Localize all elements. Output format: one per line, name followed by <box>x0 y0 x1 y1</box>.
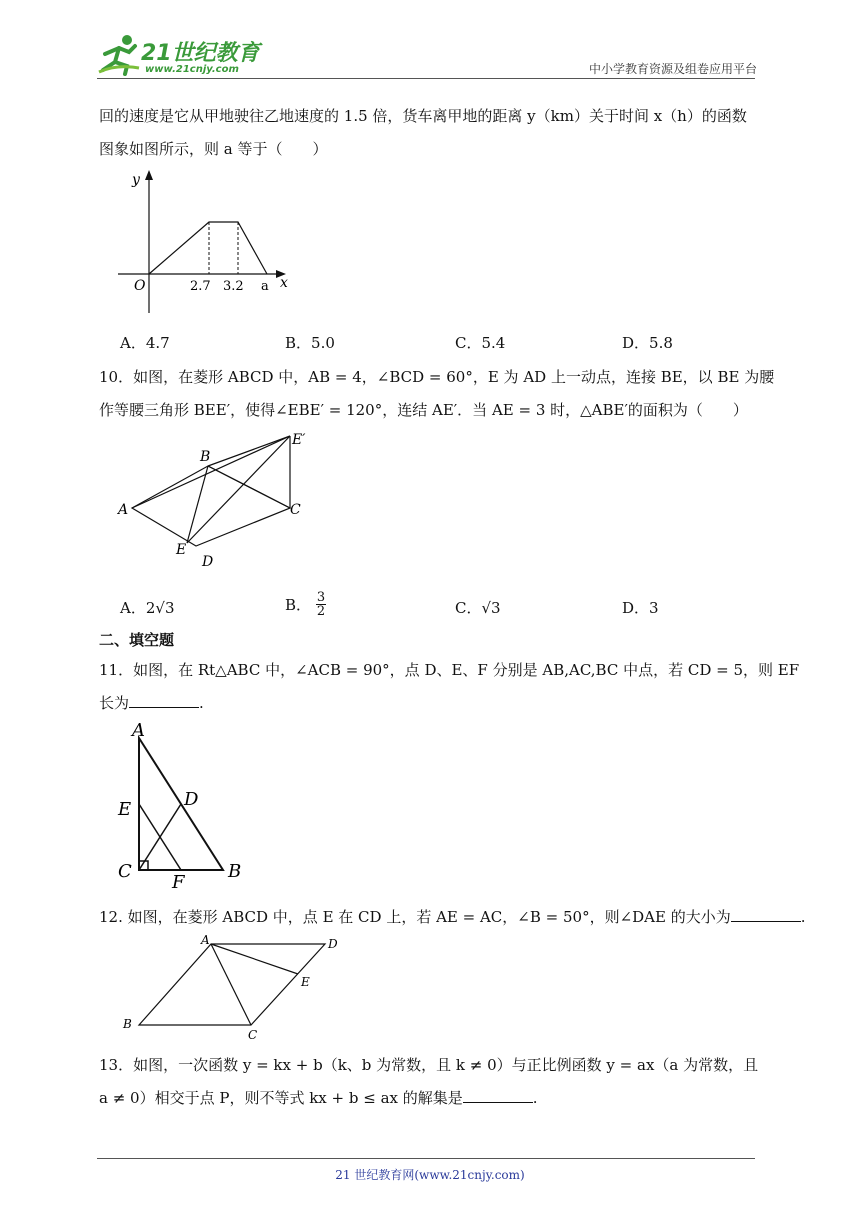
q10-option-b <box>285 591 326 618</box>
header-platform-text: 中小学教育资源及组卷应用平台 <box>588 62 757 76</box>
q11-text-line1: 11．如图，在 Rt△ABC 中，∠ACB = 90°，点 D、E、F 分别是 AB,AC,BC 中点，若 CD = 5，则 EF <box>99 661 800 679</box>
q11-figure <box>112 720 252 890</box>
q10-option-d: D．3 <box>622 599 659 617</box>
q12-figure <box>115 930 355 1042</box>
q10-label-c: C <box>290 502 301 518</box>
q11-suffix: . <box>199 694 204 712</box>
footer-rule <box>97 1158 755 1159</box>
q9-y-label: y <box>132 172 140 188</box>
q12-text <box>99 906 806 927</box>
section-title: 二、填空题 <box>99 631 175 649</box>
q10-label-e-prime: E′ <box>292 432 306 448</box>
q11-label-a: A <box>132 720 145 741</box>
q10-option-b-numerator: 3 <box>316 590 326 605</box>
q10-option-c-label: C． <box>455 599 482 617</box>
q10-label-e: E <box>176 542 187 558</box>
logo-runner-icon <box>97 34 141 76</box>
q10-label-b: B <box>200 449 211 465</box>
q13-answer-blank[interactable] <box>463 1088 533 1103</box>
q11-label-d: D <box>184 789 199 810</box>
q10-option-c <box>455 597 501 618</box>
header-rule <box>97 78 755 79</box>
q11-prefix: 长为 <box>99 694 130 712</box>
q13-prefix: a ≠ 0）相交于点 P，则不等式 kx + b ≤ ax 的解集是 <box>99 1089 463 1107</box>
q9-tick-2: 3.2 <box>223 279 244 294</box>
q9-option-b: B．5.0 <box>285 334 335 352</box>
q13-suffix: . <box>532 1089 538 1107</box>
q11-label-f: F <box>172 872 185 890</box>
q12-prefix: 12. 如图，在菱形 ABCD 中，点 E 在 CD 上，若 AE = AC，∠B = 50°，则∠DAE 的大小为 <box>99 908 731 926</box>
q9-tick-3: a <box>261 279 269 294</box>
q9-text-line1: 回的速度是它从甲地驶往乙地速度的 1.5 倍，货车离甲地的距离 y（km）关于时间 x（h）的函数 <box>99 107 747 125</box>
q9-origin-label: O <box>134 278 146 294</box>
q11-text-line2 <box>99 692 204 713</box>
q12-label-a: A <box>201 933 210 947</box>
q10-option-b-label: B． <box>285 596 312 614</box>
q13-text-line2 <box>99 1087 538 1108</box>
q9-x-label: x <box>280 275 288 291</box>
q9-tick-1: 2.7 <box>190 279 211 294</box>
q12-label-b: B <box>123 1017 132 1031</box>
q12-label-e: E <box>301 975 310 989</box>
q11-answer-blank[interactable] <box>129 693 199 708</box>
q10-option-b-fraction <box>316 591 326 618</box>
q12-label-c: C <box>248 1028 258 1042</box>
logo-title: 21世纪教育 <box>141 41 260 66</box>
q11-label-c: C <box>118 861 132 882</box>
q12-suffix: . <box>800 908 806 926</box>
header <box>97 30 757 78</box>
q12-label-d: D <box>328 937 338 951</box>
logo-url: www.21cnjy.com <box>145 64 239 75</box>
q10-label-a: A <box>118 502 129 518</box>
q10-option-a-value: 2√3 <box>145 599 175 617</box>
q11-label-e: E <box>118 799 132 820</box>
q10-option-c-value: √3 <box>481 599 501 617</box>
footer-text: 21 世纪教育网(www.21cnjy.com) <box>335 1168 525 1182</box>
q9-option-c: C．5.4 <box>455 334 506 352</box>
q11-label-b: B <box>228 861 242 882</box>
q13-text-line1: 13．如图，一次函数 y = kx + b（k、b 为常数，且 k ≠ 0）与正比例函数 y = ax（a 为常数，且 <box>99 1056 759 1074</box>
q10-figure <box>112 428 312 573</box>
q10-option-a <box>120 597 175 618</box>
q9-option-a: A．4.7 <box>120 334 170 352</box>
q12-answer-blank[interactable] <box>731 907 801 922</box>
q9-option-d: D．5.8 <box>622 334 673 352</box>
q10-label-d: D <box>202 554 214 570</box>
q9-text-line2: 图象如图所示，则 a 等于（ ） <box>99 140 328 158</box>
q9-graph <box>110 168 300 320</box>
q10-text-line2: 作等腰三角形 BEE′，使得∠EBE′ = 120°，连结 AE′．当 AE = 3 时，△ABE′的面积为（ ） <box>99 401 748 419</box>
q10-text-line1: 10．如图，在菱形 ABCD 中，AB = 4，∠BCD = 60°，E 为 AD 上一动点，连接 BE，以 BE 为腰 <box>99 368 775 386</box>
q10-option-b-denominator: 2 <box>316 604 326 619</box>
q10-option-a-label: A． <box>120 599 146 617</box>
